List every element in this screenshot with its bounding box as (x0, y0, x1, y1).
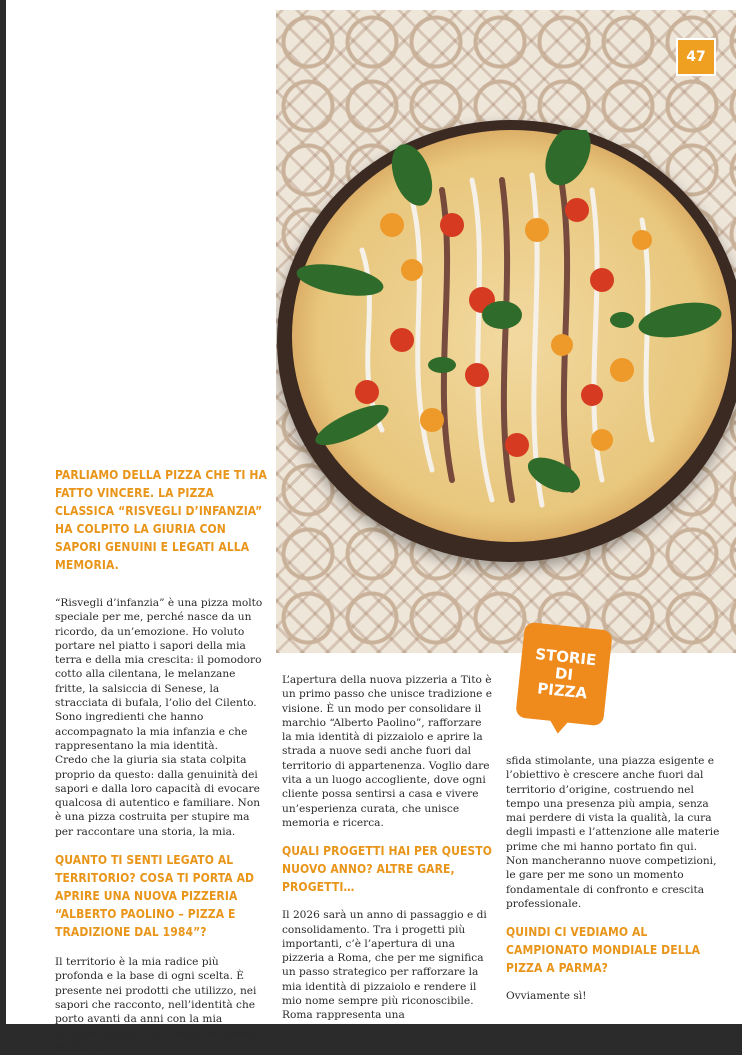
pizza-photo (276, 10, 736, 653)
section-sticker (515, 622, 613, 727)
answer-1-paragraph-1: “Risvegli d’infanzia” è una pizza molto speciale per me, perché nasce da un ricordo, da un’emozione. Ho voluto portare nel piatto i sapori della mia terra e della mia crescita: il pomodoro cotto alla cilentana, le melanzane fritte, la salsiccia di Senese, la stracciata di bufala, l’olio del Cilento. Sono ingredienti che hanno accompagnato la mia infanzia e che rappresentano la mia identità. (55, 597, 263, 752)
question-2: QUANTO TI SENTI LEGATO AL TERRITORIO? COSA TI PORTA AD APRIRE UNA NUOVA PIZZERIA “ALBERTO PAOLINO – PIZZA E TRADIZIONE DAL 1984”? (55, 853, 255, 940)
answer-3-paragraph: Il 2026 sarà un anno di passaggio e di consolidamento. Tra i progetti più importanti, c’è l’apertura di una pizzeria a Roma, che per me significa un passo strategico per rafforzare la mia identità di pizzaiolo e rendere il mio nome sempre più riconoscibile. Roma rappresenta una (282, 909, 487, 1022)
pizza-toppings (292, 130, 732, 542)
pizza-image (292, 130, 732, 542)
column-3 (506, 754, 720, 1004)
column-1 (55, 466, 267, 1055)
column-3-paragraph-1: sfida stimolante, una piazza esigente e l’obiettivo è crescere anche fuori dal territorio d’origine, costruendo nel tempo una presenza più ampia, senza mai perdere di vista la qualità, la cura degli impasti e l’attenzione alle materie prime che mi hanno portato fin qui. Non mancheranno nuove competizioni, le gare per me sono un momento fondamentale di confronto e crescita professionale. (506, 755, 720, 910)
answer-1-paragraph-2: Credo che la giuria sia stata colpita proprio da questo: dalla genuinità dei sapori e dalla loro capacità di evocare qualcosa di autentico e familiare. Non è una pizza costruita per stupire ma per raccontare una storia, la mia. (55, 754, 261, 838)
answer-2-paragraph: Il territorio è la mia radice più profonda e la base di ogni scelta. È presente nei prodotti che utilizzo, nei sapori che racconto, nell’identità che porto avanti da anni con la mia pizzeria storica “Las Vegas da Alberto Paolino”. (55, 956, 260, 1054)
question-4: QUINDI CI VEDIAMO AL CAMPIONATO MONDIALE DELLA PIZZA A PARMA? (506, 925, 701, 976)
question-3: QUALI PROGETTI HAI PER QUESTO NUOVO ANNO? ALTRE GARE, PROGETTI… (282, 844, 493, 895)
column-2-paragraph-1: L’apertura della nuova pizzeria a Tito è un primo passo che unisce tradizione e visione. È un modo per consolidare il marchio “Alberto Paolino”, rafforzare la mia identità di pizzaiolo e aprire la strada a nuove sedi anche fuori dal territorio di appartenenza. Voglio dare vita a un luogo accogliente, dove ogni cliente possa sentirsi a casa e vivere un’esperienza curata, che unisce memoria e ricerca. (282, 674, 493, 829)
page-number-badge: 47 (676, 38, 716, 76)
question-1: PARLIAMO DELLA PIZZA CHE TI HA FATTO VINCERE. LA PIZZA CLASSICA “RISVEGLI D’INFANZIA” HA COLPITO LA GIURIA CON SAPORI GENUINI E LEGATI ALLA MEMORIA. (55, 468, 267, 572)
column-2 (282, 673, 494, 1023)
answer-4-paragraph: Ovviamente sì! (506, 990, 587, 1003)
sticker-label: STORIE DI PIZZA (534, 644, 598, 702)
